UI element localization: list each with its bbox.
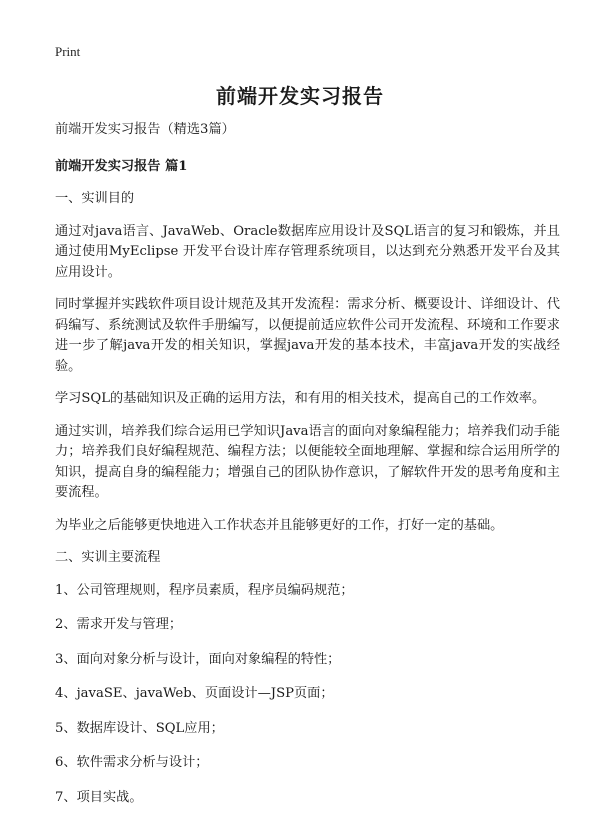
document-subtitle: 前端开发实习报告（精选3篇） — [55, 122, 235, 137]
list-item: 3、面向对象分析与设计，面向对象编程的特性； — [55, 651, 341, 667]
list-item: 6、软件需求分析与设计； — [55, 755, 209, 770]
print-link[interactable]: Print — [55, 44, 81, 59]
document-title: 前端开发实习报告 — [216, 84, 384, 108]
paragraph: 通过实训，培养我们综合运用已学知识Java语言的面向对象编程能力；培养我们动手能力；培养我们良好编程规范、编程方法；以便能较全面地理解、掌握和综合运用所学的知识，提高自身的编程能力；增强自己的团队协作意识，了解软件开发的思考角度和主要流程。 — [55, 423, 560, 500]
list-item: 2、需求开发与管理； — [55, 617, 183, 632]
list-item: 1、公司管理规则，程序员素质，程序员编码规范； — [55, 582, 354, 598]
paragraph: 通过对java语言、JavaWeb、Oracle数据库应用设计及SQL语言的复习和锻炼，并且通过使用MyEclipse 开发平台设计库存管理系统项目，以达到充分熟悉开发平台及其应用设计。 — [55, 223, 560, 280]
paragraph: 为毕业之后能够更快地进入工作状态并且能够更好的工作，打好一定的基础。 — [55, 517, 504, 533]
paragraph: 同时掌握并实践软件项目设计规范及其开发流程：需求分析、概要设计、详细设计、代码编写、系统测试及软件手册编写，以便提前适应软件公司开发流程、环境和工作要求进一步了解java开发的相关知识，掌握java开发的基本技术，丰富java开发的实战经验。 — [55, 297, 560, 374]
list-item: 5、数据库设计、SQL应用； — [55, 720, 224, 736]
section-heading-flow: 二、实训主要流程 — [55, 550, 161, 565]
paragraph: 学习SQL的基础知识及正确的运用方法，和有用的相关技术，提高自己的工作效率。 — [55, 391, 546, 406]
document-body — [55, 120, 560, 822]
section-heading-purpose: 一、实训目的 — [55, 191, 135, 206]
article-heading: 前端开发实习报告 篇1 — [55, 158, 188, 174]
list-item: 7、项目实战。 — [55, 789, 143, 805]
list-item: 4、javaSE、javaWeb、页面设计—JSP页面； — [55, 686, 334, 701]
